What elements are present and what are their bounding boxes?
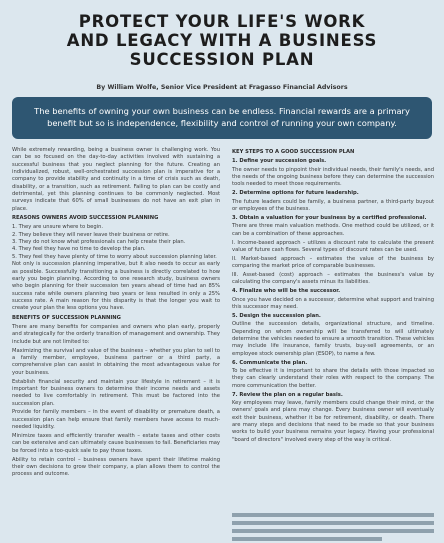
step-title: 6. Communicate the plan. [232,359,308,366]
decorative-bar [232,537,382,541]
step-title: 3. Obtain a valuation for your business by a certified professional. [232,214,427,221]
right-column [232,147,434,446]
reasons-heading: REASONS OWNERS AVOID SUCCESSION PLANNING [12,215,159,222]
title-line-1: PROTECT YOUR LIFE'S WORK [78,12,366,31]
reason-item: 5. They feel they have plenty of time to worry about succession planning later. [12,253,217,260]
step-title: 5. Design the succession plan. [232,313,321,320]
reason-item: 1. They are unsure where to begin. [12,224,104,231]
left-column [12,147,220,480]
decorative-bar [232,513,434,517]
step-text: The owner needs to pinpoint their individual needs, their family's needs, and the needs of the ongoing business before they can determine the succession tools needed to meet those requirements. [232,166,434,188]
byline: By William Wolfe, Senior Vice President at Fragasso Financial Advisors [96,84,348,91]
step-text: The future leaders could be family, a business partner, a third-party buyout or employees of the business. [232,198,434,212]
step-title: 4. Finalize who will be the successor. [232,288,341,295]
step-title: 7. Review the plan on a regular basis. [232,391,343,398]
benefit-item: Minimize taxes and efficiently transfer wealth – estate taxes and other costs can be extensive and can ultimately cause businesses to fail. Beneficiaries may be forced into a too-quick sale to pay those taxes. [12,433,220,454]
benefit-item: Ability to retain control – business owners have spent their lifetime making their own decisions to grow their company, a plan allows them to control the process and outcome. [12,456,220,478]
step-text: There are three main valuation methods. One method could be utilized, or it can be a combination of these approaches. [232,223,434,237]
intro-paragraph: While extremely rewarding, being a business owner is challenging work. You can be so focused on the day-to-day activities involved with sustaining a successful business that you neglect planning for the future. Creating an individualized, robust, well-orchestrated succession plan is imperative for a company to provide stability and continuity in a time of crisis such as death, disability, or a transition, such as retirement. Failing to plan can be costly and detrimental, yet this planning continues to be commonly neglected. Most surveys indicate that 60% of small businesses do not have an exit plan in place. [12,147,220,212]
key-steps-heading: KEY STEPS TO A GOOD SUCCESSION PLAN [232,149,355,155]
reason-item: 4. They feel they have no time to develop the plan. [12,246,146,253]
benefit-item: Provide for family members – in the event of disability or premature death, a succession plan can help ensure that family members have access to much-needed liquidity. [12,409,220,431]
decorative-bar [232,521,434,525]
article-title [0,12,444,69]
benefit-item: Maximizing the survival and value of the business – whether you plan to sell to a family member, employee, business partner or a third party, a comprehensive plan can assist in obtaining the most advantageous value for your business. [12,347,220,376]
step-title: 2. Determine options for future leadership. [232,190,359,197]
timing-paragraph: Not only is succession planning imperative, but it also needs to occur as early as possible. Successfully transitioning a business is directly correlated to how early you begin planning. According to one research study, business owners who begin planning for their succession ten years ahead of time had an 85% success rate while owners planning two years or less resulted in only a 25% success rate. A main reason for this disparity is that the longer you wait to create your plan the less options you have. [12,261,220,312]
step-title: 1. Define your succession goals. [232,158,327,165]
benefits-heading: BENEFITS OF SUCCESSION PLANNING [12,314,121,321]
decorative-bar [232,529,434,533]
step-text: Key employees may leave, family members could change their mind, or the owners' goals and plans may change. Every business owner will eventually exit their business, whether it be for retirement, disability, or death. There are many steps and decisions that need to be made so that your business works to build your business remains your legacy. Having your professional "board of directors" involved every step of the way is critical. [232,400,434,443]
title-line-3: SUCCESSION PLAN [129,50,315,69]
benefits-intro: There are many benefits for companies and owners who plan early, properly and strategically for the orderly transition of management and ownership. They include but are not limited to: [12,323,220,345]
title-line-2: AND LEGACY WITH A BUSINESS [66,31,378,50]
reason-item: 3. They do not know what professionals can help create their plan. [12,239,186,246]
step-text: II. Market-based approach – estimates the value of the business by comparing the market price of comparable businesses. [232,255,434,270]
pull-quote-banner: The benefits of owning your own business can be endless. Financial rewards are a primary benefit but so is independence, flexibility and control of running your own company. [12,97,432,139]
step-text: Outline the succession details, organizational structure, and timeline. Depending on whom ownership will be transferred to will ultimately determine the vehicles needed to ensure a smooth transition. These vehicles may include life insurance, family trusts, buy-sell agreements, or an employee stock ownership plan (ESOP), to name a few. [232,321,434,357]
step-text: To be effective it is important to share the details with those impacted so they can clearly understand their roles with respect to the company. The more communication the better. [232,368,434,389]
benefit-item: Establish financial security and maintain your lifestyle in retirement – it is important for business owners to determine their income needs and assets needed to live comfortably in retirement. This must be factored into the succession plan. [12,378,220,407]
step-text: III. Asset-based (cost) approach – estimates the business's value by calculating the company's assets minus its liabilities. [232,272,434,286]
step-text: I. Income-based approach – utilizes a discount rate to calculate the present value of future cash flows. Several types of discount rates can be used. [232,239,434,253]
step-text: Once you have decided on a successor, determine what support and training this successor may need. [232,296,434,311]
reason-item: 2. They believe they will never leave their business or retire. [12,231,170,238]
